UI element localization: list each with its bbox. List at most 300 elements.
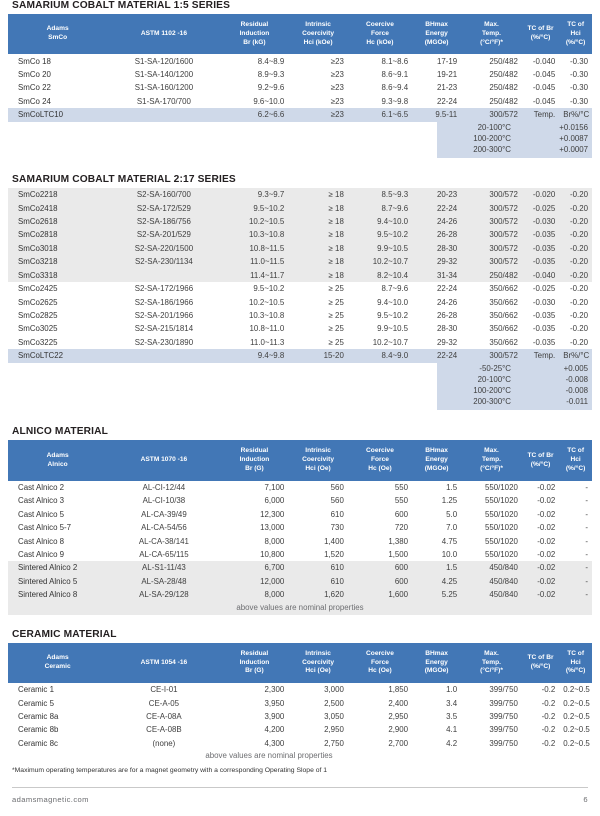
temp-coefficient-row	[441, 385, 588, 396]
tc-block-smco217-wrap	[8, 363, 592, 411]
cell-value: 6.1~6.5	[348, 108, 412, 121]
cell-value: 9.3~9.7	[221, 188, 289, 201]
cell-value: 350/662	[489, 324, 518, 334]
table-row	[8, 481, 592, 494]
cell-value: -0.035	[522, 242, 559, 255]
cell-value: -0.02	[537, 523, 556, 533]
cell-value: -	[559, 588, 592, 601]
cell-value: -0.025	[532, 284, 556, 294]
cell-value: 9.5~10.2	[348, 228, 412, 241]
temp-range-label: 100-200°C	[473, 133, 511, 143]
table-row	[8, 322, 592, 335]
cell-grade: Sintered Alnico 2	[8, 561, 107, 574]
cell-grade: Sintered Alnico 5	[8, 575, 107, 588]
cell-value: 300/572	[461, 228, 522, 241]
column-header: Residual Induction Br (kG)	[239, 21, 270, 46]
cell-value: ≥23	[330, 69, 344, 79]
cell-value: 10.0	[441, 550, 458, 560]
cell-value: 20-23	[412, 188, 461, 201]
cell-value: 0.2~0.5	[563, 738, 590, 748]
table-body-ceramic	[8, 683, 592, 750]
cell-value: 4,200	[264, 725, 285, 735]
cell-value: 22-24	[436, 284, 458, 294]
cell-value: 3.5	[446, 712, 458, 722]
column-header: Adams SmCo	[46, 25, 69, 42]
cell-value: 8.1~8.6	[381, 56, 409, 66]
cell-value: 9.5-11	[412, 108, 461, 121]
cell-value: 600	[348, 575, 412, 588]
cell-value: 300/572	[461, 188, 522, 201]
cell-value: -	[585, 550, 588, 560]
column-header: ASTM 1054 -16	[140, 658, 188, 666]
cell-value: 11.0~11.3	[250, 337, 285, 347]
cell-value: 7.0	[446, 523, 458, 533]
cell-grade: SmCo 18	[18, 56, 51, 66]
cell-value: -0.02	[537, 482, 556, 492]
table-row	[8, 535, 592, 548]
column-header: Intrinsic Coercivity Hci (kOe)	[302, 21, 334, 46]
cell-value: 3.4	[446, 698, 458, 708]
cell-value: 550	[394, 496, 409, 506]
column-header: TC of Hci (%/°C)	[565, 649, 586, 675]
cell-value: -0.02	[537, 550, 556, 560]
cell-grade: SmCo3218	[8, 255, 107, 268]
cell-value: -0.2	[541, 738, 556, 748]
column-header: BHmax Energy (MGOe)	[424, 447, 449, 473]
table-row	[8, 710, 592, 723]
column-header: Coercive Force Hc (Oe)	[366, 447, 394, 473]
cell-value: 21-23	[436, 83, 458, 93]
table-row	[8, 108, 592, 121]
cell-value: 450/840	[461, 575, 522, 588]
page-footer	[8, 788, 592, 804]
cell-value: 5.25	[412, 588, 461, 601]
cell-value	[107, 269, 220, 282]
cell-value: S2-SA-186/1966	[134, 297, 194, 307]
cell-grade: SmCo2418	[8, 202, 107, 215]
spacer	[8, 363, 437, 411]
cell-value: S2-SA-160/700	[107, 188, 220, 201]
cell-value: ≥ 18	[288, 269, 348, 282]
cell-value: 3,900	[264, 712, 285, 722]
table-row	[8, 81, 592, 94]
table-row	[8, 95, 592, 108]
cell-value: -0.2	[541, 725, 556, 735]
temp-coefficient-value: +0.0087	[559, 133, 588, 143]
cell-value: -0.02	[537, 536, 556, 546]
cell-value: 600	[394, 509, 409, 519]
table-row	[8, 242, 592, 255]
table-ceramic	[8, 643, 592, 751]
cell-value: AL-CA-39/49	[141, 509, 187, 519]
cell-value: 350/662	[489, 284, 518, 294]
cell-value: -0.20	[559, 188, 592, 201]
cell-value: 550/1020	[484, 536, 518, 546]
cell-value: 8.4~9.0	[348, 349, 412, 362]
temp-range-label: 100-200°C	[473, 386, 511, 396]
temp-range-label: 200-300°C	[473, 145, 511, 155]
table-row	[8, 309, 592, 322]
cell-value: ≥ 25	[328, 311, 344, 320]
cell-value: -0.02	[537, 496, 556, 506]
table-row	[8, 494, 592, 507]
cell-value: 1.5	[412, 561, 461, 574]
cell-value: 550/1020	[484, 523, 518, 533]
cell-value: -0.20	[559, 255, 592, 268]
cell-value: 3,050	[324, 712, 344, 722]
cell-value: -0.30	[570, 83, 588, 93]
cell-value: 2,950	[324, 725, 344, 735]
cell-value: 28-30	[436, 324, 458, 334]
cell-value: -0.02	[522, 588, 559, 601]
cell-value: 0.2~0.5	[563, 712, 590, 722]
cell-value: -0.035	[522, 255, 559, 268]
cell-value: 10.8~11.0	[249, 324, 285, 334]
cell-value: -	[585, 496, 588, 506]
cell-value: Br%/°C	[559, 108, 592, 121]
column-header: Max. Temp. (°C/°F)*	[480, 21, 503, 46]
cell-value: 9.4~10.0	[377, 297, 409, 307]
cell-value: -0.045	[532, 96, 556, 106]
cell-value: Temp.	[522, 108, 559, 121]
temp-range-label: 20-100°C	[477, 122, 511, 132]
cell-grade: SmCo2625	[18, 297, 58, 307]
cell-value: 1.5	[446, 482, 458, 492]
cell-value: -0.20	[570, 284, 588, 294]
cell-value: 610	[288, 561, 348, 574]
section-title-smco217: SAMARIUM COBALT MATERIAL 2:17 SERIES	[12, 174, 236, 186]
cell-value: 24-26	[436, 297, 458, 307]
cell-value: 9.5~10.2	[221, 202, 289, 215]
cell-value: 7,100	[264, 482, 285, 492]
cell-value: 8,000	[264, 536, 285, 546]
cell-grade: SmCo 20	[18, 69, 51, 79]
cell-value: 8.6~9.1	[381, 69, 409, 79]
cell-value: -0.20	[559, 228, 592, 241]
footer-website[interactable]: adamsmagnetic.com	[12, 795, 89, 805]
column-header: Adams Ceramic	[44, 654, 71, 670]
cell-value: 350/662	[489, 311, 518, 320]
cell-value: -0.025	[522, 202, 559, 215]
cell-value: -	[559, 575, 592, 588]
temp-coefficient-row	[441, 363, 588, 374]
cell-value: -	[585, 536, 588, 546]
cell-value: 600	[348, 561, 412, 574]
cell-value: 1,380	[388, 536, 409, 546]
temp-coefficient-value: -0.011	[566, 397, 588, 407]
cell-value: 9.3~9.8	[381, 96, 409, 106]
cell-value: 8.4~8.9	[257, 56, 285, 66]
cell-value: 2,950	[388, 712, 409, 722]
table-row	[8, 548, 592, 561]
cell-value: -0.02	[537, 509, 556, 519]
cell-value: -0.035	[522, 228, 559, 241]
column-header: ASTM 1070 -16	[140, 456, 188, 464]
cell-grade: Cast Alnico 9	[18, 550, 65, 560]
column-header: Intrinsic Coercivity Hci (Oe)	[302, 447, 334, 473]
cell-value: 1,400	[324, 536, 344, 546]
section-title-ceramic: CERAMIC MATERIAL	[12, 628, 117, 640]
cell-value: Br%/°C	[559, 349, 592, 362]
cell-value: 250/482	[489, 69, 518, 79]
table-header-smco15	[8, 14, 592, 54]
cell-value: 3,950	[264, 698, 285, 708]
cell-value: 5.0	[446, 509, 458, 519]
cell-value: 2,900	[388, 725, 409, 735]
table-row	[8, 561, 592, 574]
cell-value: -0.20	[559, 269, 592, 282]
cell-grade: SmCo3225	[18, 337, 58, 347]
nominal-note-ceramic: above values are nominal properties	[205, 751, 333, 761]
cell-value: S2-SA-201/1966	[134, 311, 194, 320]
cell-value: 9.5~10.2	[253, 284, 285, 294]
cell-value: ≥23	[288, 108, 348, 121]
cell-value: 0.2~0.5	[563, 685, 590, 695]
cell-grade: Ceramic 8a	[18, 712, 59, 722]
cell-grade: Cast Alnico 2	[18, 482, 65, 492]
table-row	[8, 255, 592, 268]
cell-value: -0.035	[532, 337, 556, 347]
cell-value: ≥ 18	[288, 202, 348, 215]
table-row	[8, 336, 592, 349]
cell-value: 15-20	[288, 349, 348, 362]
cell-value: 1,600	[348, 588, 412, 601]
temp-coefficient-row	[441, 122, 588, 133]
table-header-alnico	[8, 440, 592, 480]
cell-value: -0.02	[522, 575, 559, 588]
cell-value: -0.020	[522, 188, 559, 201]
cell-value: -0.20	[570, 297, 588, 307]
temp-coefficient-value: -0.008	[565, 386, 588, 396]
table-row	[8, 349, 592, 362]
cell-value: 250/482	[489, 83, 518, 93]
cell-value: 10.8~11.5	[221, 242, 289, 255]
column-header: Coercive Force Hc (Oe)	[366, 649, 394, 675]
cell-value: -	[559, 561, 592, 574]
cell-grade: SmCo3018	[8, 242, 107, 255]
cell-value: 12,300	[260, 509, 285, 519]
table-row	[8, 54, 592, 67]
cell-value: 300/572	[461, 255, 522, 268]
cell-grade: SmCo3318	[8, 269, 107, 282]
cell-value: 4,300	[264, 738, 285, 748]
cell-value: ≥ 25	[328, 284, 344, 294]
cell-value: 250/482	[489, 56, 518, 66]
temp-coefficient-value: -0.008	[565, 374, 588, 384]
cell-value: ≥ 25	[328, 324, 344, 334]
table-smco15	[8, 14, 592, 122]
footer-page-number: 6	[583, 795, 588, 805]
column-header: TC of Br (%/°C)	[527, 25, 554, 42]
cell-value: -0.030	[522, 215, 559, 228]
cell-value: 6,700	[221, 561, 289, 574]
cell-value: S2-SA-172/1966	[134, 284, 194, 294]
cell-grade: Ceramic 8b	[18, 725, 59, 735]
cell-value: 2,700	[388, 738, 409, 748]
header-row	[8, 14, 592, 54]
cell-value: CE-I-01	[150, 685, 178, 695]
cell-value: 8.7~9.6	[348, 202, 412, 215]
table-row	[8, 269, 592, 282]
cell-grade: SmCoLTC10	[8, 108, 107, 121]
cell-grade: Cast Alnico 5	[18, 509, 65, 519]
cell-value: 550/1020	[484, 496, 518, 506]
cell-value: 550/1020	[484, 509, 518, 519]
cell-value: 0.2~0.5	[563, 725, 590, 735]
cell-value: AL-CI-12/44	[142, 482, 186, 492]
cell-value: S2-SA-172/529	[107, 202, 220, 215]
tc-block-smco15-wrap	[8, 122, 592, 159]
cell-grade: SmCo2618	[8, 215, 107, 228]
table-body-smco15	[8, 54, 592, 121]
cell-grade: SmCo 24	[18, 96, 51, 106]
cell-value: 24-26	[412, 215, 461, 228]
cell-value: S2-SA-230/1134	[107, 255, 220, 268]
cell-value: 9.4~10.0	[348, 215, 412, 228]
cell-value: 2,300	[264, 685, 285, 695]
cell-value: 9.4~9.8	[221, 349, 289, 362]
cell-value: 10.2~10.7	[348, 255, 412, 268]
cell-grade: Ceramic 1	[18, 685, 54, 695]
cell-value: -0.20	[559, 242, 592, 255]
cell-value: 29-32	[436, 337, 458, 347]
cell-value: 560	[330, 482, 344, 492]
cell-value: 9.2~9.6	[257, 83, 285, 93]
cell-value: 1,850	[388, 685, 409, 695]
cell-value: ≥23	[330, 96, 344, 106]
cell-value: 8.5~9.3	[348, 188, 412, 201]
cell-value: 399/750	[489, 698, 518, 708]
cell-value: S2-SA-230/1890	[134, 337, 194, 347]
table-row	[8, 723, 592, 736]
table-smco217	[8, 188, 592, 362]
cell-value: -0.30	[570, 96, 588, 106]
spacer	[8, 122, 437, 159]
cell-value: S1-SA-120/1600	[134, 56, 194, 66]
cell-value: S1-SA-170/700	[136, 96, 191, 106]
cell-value: -0.045	[532, 83, 556, 93]
cell-value: 4.1	[446, 725, 458, 735]
table-row	[8, 697, 592, 710]
cell-value: ≥23	[330, 83, 344, 93]
cell-value: 9.9~10.5	[377, 324, 409, 334]
table-row	[8, 508, 592, 521]
cell-value: 11.4~11.7	[221, 269, 289, 282]
cell-value: -0.20	[559, 202, 592, 215]
temp-range-label: 200-300°C	[473, 397, 511, 407]
cell-value: -	[585, 523, 588, 533]
column-header: ASTM 1102 -16	[140, 29, 187, 37]
cell-value: -0.035	[532, 311, 556, 320]
cell-value: -0.040	[522, 269, 559, 282]
cell-value: -0.20	[570, 337, 588, 347]
cell-grade: SmCo3025	[18, 324, 58, 334]
cell-value: 550/1020	[484, 550, 518, 560]
table-header-ceramic	[8, 643, 592, 683]
temp-range-label: 20-100°C	[477, 374, 511, 384]
cell-value: 2,400	[388, 698, 409, 708]
table-body-alnico	[8, 481, 592, 602]
table-row	[8, 575, 592, 588]
column-header: Residual Induction Br (G)	[239, 649, 270, 675]
cell-value: 300/572	[461, 349, 522, 362]
table-row	[8, 202, 592, 215]
table-alnico	[8, 440, 592, 601]
cell-value: 1,500	[388, 550, 409, 560]
cell-value: 610	[330, 509, 344, 519]
column-header: Coercive Force Hc (kOe)	[366, 21, 394, 46]
cell-value: -0.035	[532, 324, 556, 334]
cell-grade: Ceramic 5	[18, 698, 54, 708]
table-row	[8, 188, 592, 201]
cell-value: ≥ 25	[328, 337, 344, 347]
column-header: TC of Hci (%/°C)	[565, 447, 586, 473]
cell-value: 550	[394, 482, 409, 492]
table-row	[8, 215, 592, 228]
cell-value: S1-SA-160/1200	[134, 83, 194, 93]
cell-value: S2-SA-215/1814	[134, 324, 194, 334]
section-title-alnico: ALNICO MATERIAL	[12, 426, 109, 438]
cell-grade: Cast Alnico 3	[18, 496, 65, 506]
cell-value: 22-24	[412, 202, 461, 215]
cell-value: CE-A-05	[148, 698, 180, 708]
cell-value: ≥ 25	[328, 297, 344, 307]
cell-value: Temp.	[522, 349, 559, 362]
cell-value: CE-A-08B	[146, 725, 182, 735]
cell-value: 350/662	[489, 337, 518, 347]
cell-value: -	[585, 482, 588, 492]
cell-value: 29-32	[412, 255, 461, 268]
cell-value: -0.2	[541, 698, 556, 708]
cell-value: 26-28	[412, 228, 461, 241]
table-row	[8, 588, 592, 601]
column-header: Adams Alnico	[46, 451, 69, 468]
cell-value: 10.2~10.5	[221, 215, 289, 228]
temp-coefficient-value: +0.0007	[559, 145, 588, 155]
cell-value: -0.040	[532, 56, 556, 66]
temp-coefficient-row	[441, 374, 588, 385]
column-header: TC of Hci (%/°C)	[565, 21, 586, 46]
cell-value: (none)	[152, 738, 176, 748]
cell-grade: SmCo2825	[18, 311, 58, 320]
column-header: Max. Temp. (°C/°F)*	[480, 649, 503, 675]
cell-grade: SmCo 22	[18, 83, 51, 93]
cell-value: 10.3~10.8	[248, 311, 285, 320]
cell-value: AL-SA-29/128	[107, 588, 220, 601]
cell-grade: Cast Alnico 8	[18, 536, 65, 546]
column-header: TC of Br (%/°C)	[527, 654, 554, 670]
cell-value: 250/482	[489, 96, 518, 106]
column-header: Residual Induction Br (G)	[239, 447, 270, 473]
cell-value: 300/572	[461, 242, 522, 255]
cell-value: 4.2	[446, 738, 458, 748]
cell-value: -	[585, 509, 588, 519]
cell-value: 11.0~11.5	[221, 255, 289, 268]
cell-grade: Cast Alnico 5-7	[18, 523, 72, 533]
cell-value: 6,000	[264, 496, 285, 506]
cell-value: -0.2	[541, 685, 556, 695]
tc-block-smco217	[437, 363, 592, 411]
cell-value: -0.30	[570, 56, 588, 66]
cell-value: 8.2~10.4	[348, 269, 412, 282]
cell-value: 399/750	[489, 738, 518, 748]
cell-value: 8.6~9.4	[381, 83, 409, 93]
cell-value: ≥23	[330, 56, 344, 66]
cell-value: 13,000	[260, 523, 285, 533]
cell-value: 10.3~10.8	[221, 228, 289, 241]
cell-value: 9.9~10.5	[348, 242, 412, 255]
cell-value: 4.75	[441, 536, 458, 546]
